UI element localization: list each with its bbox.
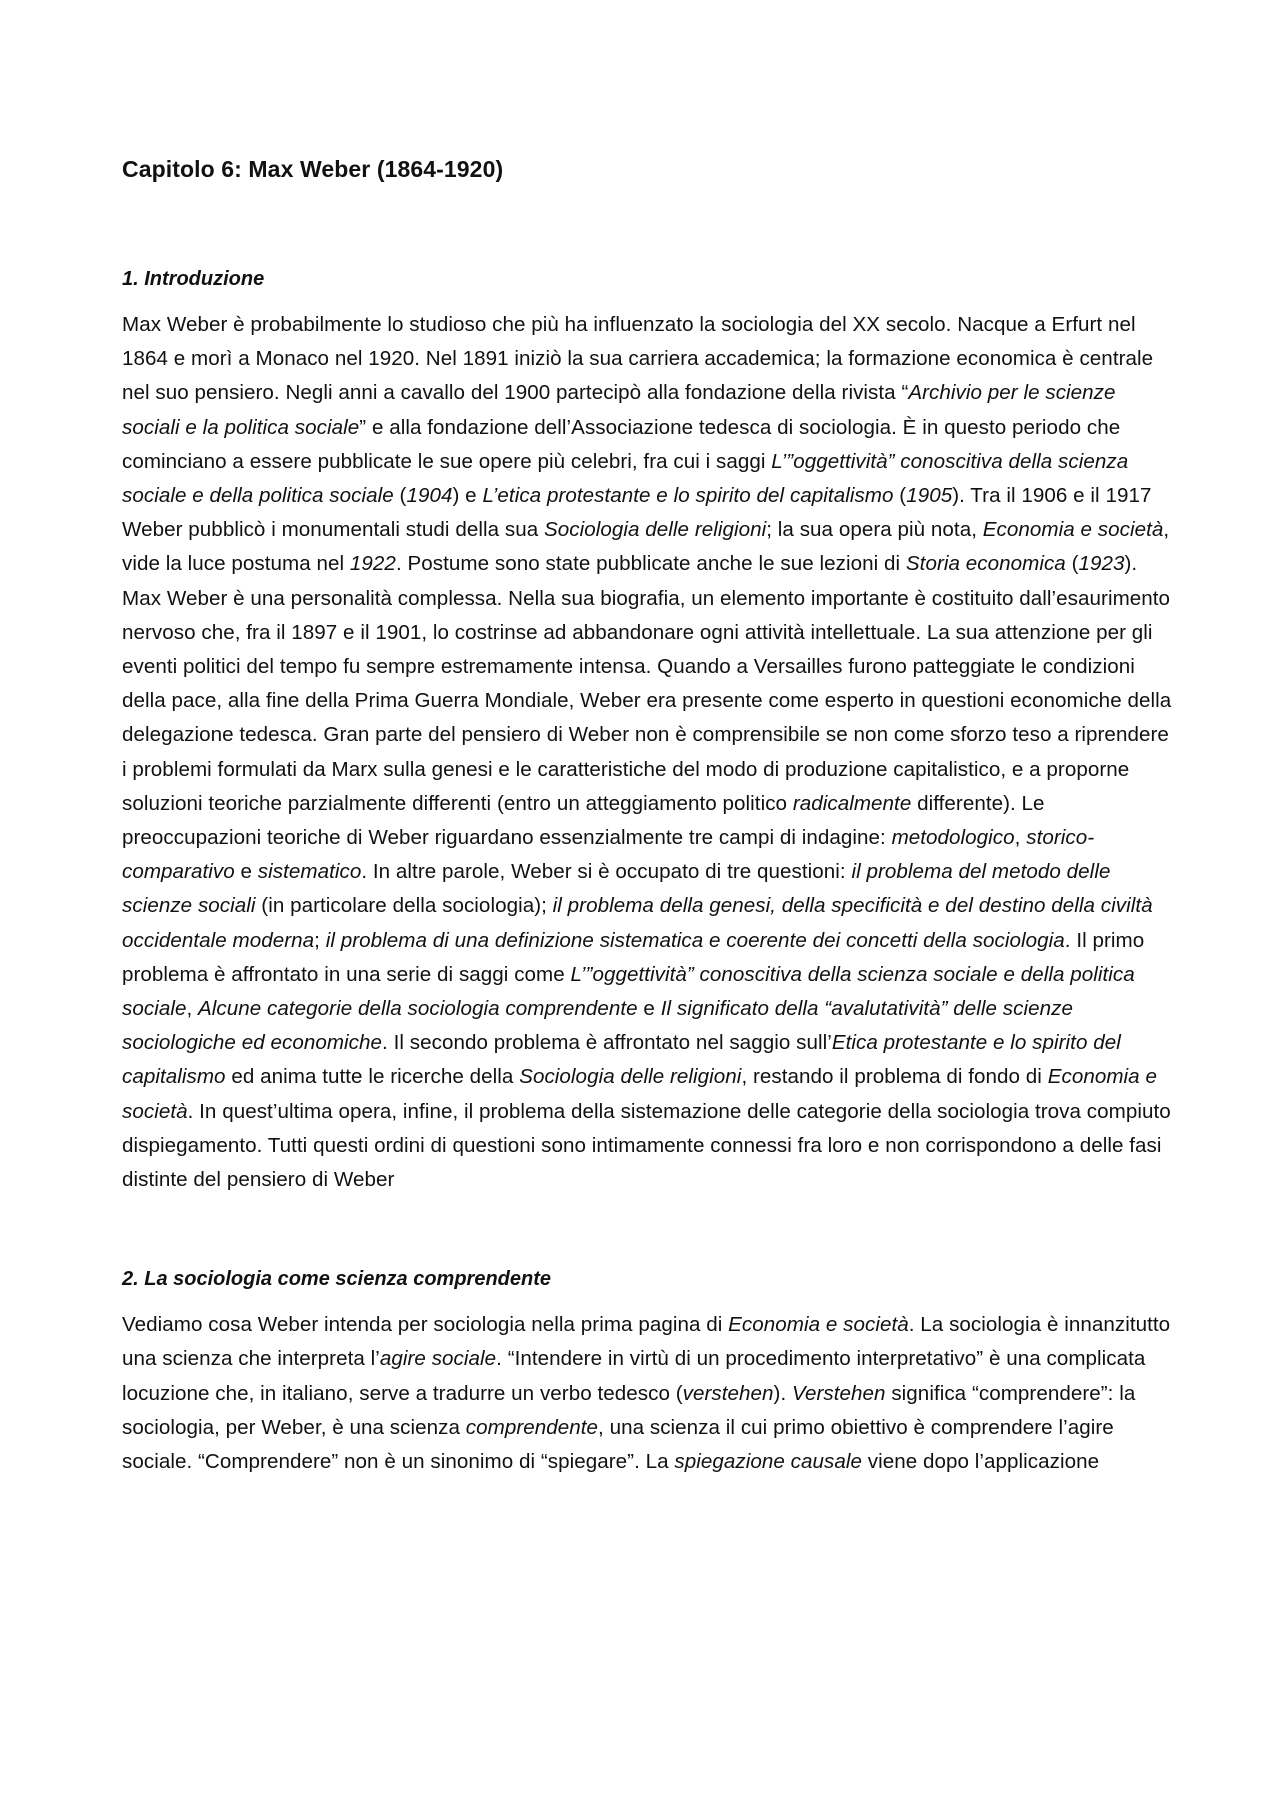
italic-text-run: radicalmente [792,791,912,815]
italic-text-run: Il significato della “avalutatività” delle scienze sociologiche ed economiche [122,997,1073,1055]
text-run: , restando il problema di fondo di [741,1065,1048,1089]
italic-text-run: 1923 [1078,552,1125,576]
text-run: differente). Le preoccupazioni teoriche di Weber riguardano essenzialmente tre campi di indagine: [122,791,1045,850]
italic-text-run: 1922 [349,552,396,576]
text-run: ed anima tutte le ricerche della [225,1065,520,1089]
italic-text-run: Etica protestante e lo spirito del capitalismo [122,1031,1121,1089]
italic-text-run: L’”oggettività” conoscitiva della scienza sociale e della politica sociale [122,962,1135,1021]
italic-text-run: spiegazione causale [674,1450,862,1474]
italic-text-run: L’etica protestante e lo spirito del capitalismo [482,484,894,508]
text-run: . Postume sono state pubblicate anche le sue lezioni di [395,552,906,576]
text-run: e [637,997,661,1021]
text-run: ( [393,484,407,508]
italic-text-run: Alcune categorie della sociologia comprendente [198,997,638,1021]
italic-text-run: storico-comparativo [122,826,1095,884]
text-run: . La sociologia è innanzitutto una scienza che interpreta l’ [122,1313,1171,1371]
italic-text-run: comprendente [465,1415,599,1439]
chapter-title: Capitolo 6: Max Weber (1864-1920) [122,156,504,182]
text-run: . Il primo problema è affrontato in una serie di saggi come [122,928,1145,986]
section-paragraph-sociologia-comprendente [122,1308,1172,1479]
italic-text-run: 1904 [406,484,453,508]
italic-text-run: metodologico [891,826,1015,850]
text-run: ). [773,1381,792,1405]
text-run: , una scienza il cui primo obiettivo è comprendere l’agire sociale. “Comprendere” non è un sinonimo di “spiegare”. La [122,1415,1114,1474]
text-run: , [186,997,199,1021]
section-heading-sociologia-comprendente: 2. La sociologia come scienza comprendente [122,1268,552,1291]
italic-text-run: verstehen [682,1381,774,1405]
text-run: viene dopo l’applicazione [861,1450,1100,1474]
italic-text-run: Storia economica [905,552,1066,576]
italic-text-run: Verstehen [791,1381,886,1405]
text-run: ( [1065,552,1079,576]
text-run: ) e [452,484,483,508]
text-run: , vide la luce postuma nel [122,518,1170,576]
section-heading-introduzione: 1. Introduzione [122,268,265,290]
italic-text-run: 1905 [906,484,953,508]
text-run: ). Max Weber è una personalità complessa. Nella sua biografia, un elemento importante è costituito dall’esaurimento nervoso che, fra il 1897 e il 1901, lo costrinse ad abbandonare ogni attività intellettuale. La sua attenzione per gli eventi politici del tempo fu sempre estremamente intensa. Quando a Versailles furono patteggiate le condizioni della pace, alla fine della Prima Guerra Mondiale, Weber era presente come esperto in questioni economiche della delegazione tedesca. Gran parte del pensiero di Weber non è comprensibile se non come sforzo teso a riprendere i problemi formulati da Marx sulla genesi e le caratteristiche del modo di produzione capitalistico, e a proporne soluzioni teoriche parzialmente differenti (entro un atteggiamento politico [122,552,1172,815]
text-run: ( [893,484,907,508]
italic-text-run: il problema del metodo delle scienze sociali [122,860,1111,918]
text-run: . In quest’ultima opera, infine, il problema della sistemazione delle categorie della sociologia trova compiuto dispiegamento. Tutti questi ordini di questioni sono intimamente connessi fra loro e non corrispondono a delle fasi distinte del pensiero di Weber [122,1099,1171,1192]
page-content [122,152,1172,1479]
text-run: . “Intendere in virtù di un procedimento interpretativo” è una complicata locuzione che, in italiano, serve a tradurre un verbo tedesco ( [122,1347,1146,1405]
text-run: Vediamo cosa Weber intenda per sociologia nella prima pagina di [122,1313,729,1337]
text-run: significa “comprendere”: la sociologia, per Weber, è una scienza [122,1381,1136,1439]
italic-text-run: agire sociale [379,1347,497,1371]
italic-text-run: L’”oggettività” conoscitiva della scienza sociale e della politica sociale [122,449,1129,508]
text-run: , [1014,826,1027,850]
italic-text-run: Economia e società [728,1313,909,1337]
text-run: e [234,860,258,884]
text-run: . Il secondo problema è affrontato nel saggio sull’ [382,1031,832,1055]
section-paragraph-introduzione [122,308,1172,1197]
italic-text-run: sistematico [257,860,362,884]
italic-text-run: Economia e società [122,1065,1157,1123]
italic-text-run: Sociologia delle religioni [519,1065,742,1089]
text-run: ). Tra il 1906 e il 1917 Weber pubblicò i monumentali studi della sua [122,484,1152,542]
text-run: . In altre parole, Weber si è occupato di tre questioni: [361,860,852,884]
italic-text-run: il problema di una definizione sistematica e coerente dei concetti della sociologia [325,928,1065,952]
text-run: ; [314,928,326,952]
text-run: ; la sua opera più nota, [766,518,983,542]
italic-text-run: il problema della genesi, della specificità e del destino della civiltà occidentale moderna [122,894,1153,952]
italic-text-run: Archivio per le scienze sociali e la politica sociale [122,381,1116,439]
text-run: Max Weber è probabilmente lo studioso che più ha influenzato la sociologia del XX secolo. Nacque a Erfurt nel 1864 e morì a Monaco nel 1920. Nel 1891 iniziò la sua carriera accademica; la formazione economica è centrale nel suo pensiero. Negli anni a cavallo del 1900 partecipò alla fondazione della rivista “ [122,313,1154,405]
text-run: ” e alla fondazione dell’Associazione tedesca di sociologia. È in questo periodo che cominciano a essere pubblicate le sue opere più celebri, fra cui i saggi [122,415,1121,473]
italic-text-run: Sociologia delle religioni [544,518,767,542]
italic-text-run: Economia e società [982,518,1164,542]
text-run: (in particolare della sociologia); [255,894,553,918]
